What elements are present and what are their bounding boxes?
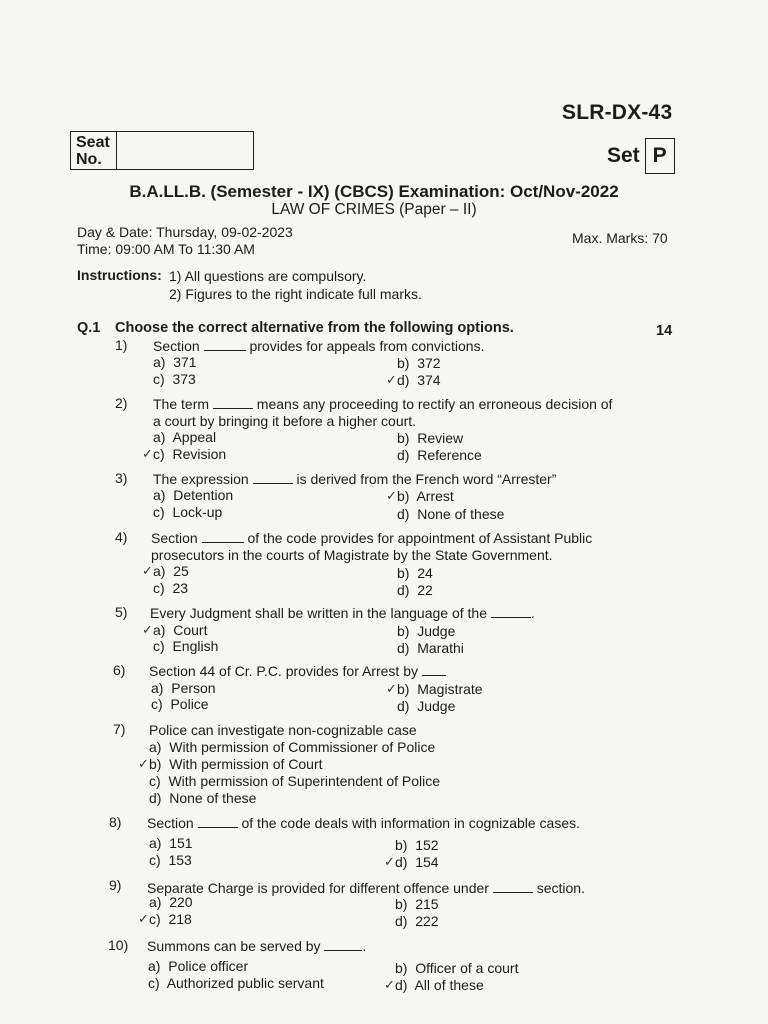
question-number: Q.1 — [77, 320, 101, 336]
option-d: d) None of these — [397, 506, 505, 522]
option-d: d) Marathi — [397, 640, 464, 656]
tick-mark-icon: ✓ — [386, 372, 397, 387]
option-d: d) None of these — [149, 790, 257, 806]
exam-time: Time: 09:00 AM To 11:30 AM — [77, 241, 255, 257]
question-text — [147, 815, 580, 831]
text-part: . — [362, 938, 367, 954]
question-text — [149, 663, 446, 679]
option-b: b) Review — [397, 430, 464, 446]
option-c: c) Revision — [153, 446, 227, 462]
question-text — [151, 530, 592, 546]
item-number: 10) — [108, 937, 129, 953]
option-a: a) 220 — [149, 894, 193, 910]
text-part: Section — [153, 338, 200, 354]
option-b: b) 372 — [397, 355, 441, 371]
answer-blank — [493, 892, 533, 893]
seat-label-line-1: Seat — [76, 134, 110, 151]
option-d: d) All of these — [395, 977, 484, 993]
option-b: b) Magistrate — [397, 681, 483, 697]
item-number: 1) — [115, 337, 128, 353]
question-text — [147, 880, 585, 896]
text-part: Section — [151, 530, 198, 546]
answer-blank — [202, 542, 244, 543]
option-d: d) Judge — [397, 698, 456, 714]
set-label: Set — [607, 144, 640, 167]
seat-number-field — [117, 132, 253, 169]
text-part: provides for appeals from convictions. — [249, 338, 485, 354]
option-c: c) 23 — [153, 580, 189, 596]
question-marks: 14 — [656, 323, 673, 339]
option-d: d) 22 — [397, 582, 433, 598]
option-b: b) Judge — [397, 623, 456, 639]
option-c: c) 153 — [149, 852, 192, 868]
text-part: Section — [147, 815, 194, 831]
option-a: a) Police officer — [148, 958, 249, 974]
question-text-continued: a court by bringing it before a higher court. — [153, 413, 417, 429]
day-date: Day & Date: Thursday, 09-02-2023 — [77, 224, 293, 240]
tick-mark-icon: ✓ — [142, 622, 153, 637]
answer-blank — [422, 675, 446, 676]
option-b: b) Arrest — [397, 488, 454, 504]
text-part: section. — [536, 880, 585, 896]
tick-mark-icon: ✓ — [142, 446, 153, 461]
option-c: c) English — [153, 638, 219, 654]
option-c: c) Lock-up — [153, 504, 223, 520]
instructions-label: Instructions: — [77, 267, 162, 283]
question-text-continued: prosecutors in the courts of Magistrate by the State Government. — [151, 547, 553, 563]
option-c: c) 373 — [153, 371, 196, 387]
tick-mark-icon: ✓ — [386, 488, 397, 503]
instruction-item: 2) Figures to the right indicate full marks. — [169, 286, 422, 302]
option-c: c) Police — [151, 696, 209, 712]
paper-code: SLR-DX-43 — [562, 101, 673, 124]
option-d: d) 154 — [395, 854, 439, 870]
question-text — [153, 338, 484, 354]
answer-blank — [324, 950, 362, 951]
item-number: 9) — [109, 877, 122, 893]
option-b: b) Officer of a court — [395, 960, 519, 976]
option-c: c) With permission of Superintendent of Police — [149, 773, 441, 789]
text-part: The expression — [153, 471, 249, 487]
tick-mark-icon: ✓ — [384, 854, 395, 869]
option-a: a) With permission of Commissioner of Police — [149, 739, 436, 755]
option-a: a) Detention — [153, 487, 234, 503]
tick-mark-icon: ✓ — [138, 756, 149, 771]
answer-blank — [198, 827, 238, 828]
item-number: 5) — [115, 604, 128, 620]
answer-blank — [491, 617, 531, 618]
option-b: b) 152 — [395, 837, 439, 853]
option-b: b) 215 — [395, 896, 439, 912]
option-b: b) 24 — [397, 565, 433, 581]
item-number: 4) — [115, 529, 128, 545]
text-part: Every Judgment shall be written in the language of the — [150, 605, 487, 621]
option-a: a) Person — [151, 680, 216, 696]
text-part: The term — [153, 396, 210, 412]
instruction-item: 1) All questions are compulsory. — [169, 268, 367, 284]
question-text — [153, 396, 612, 412]
option-a: a) 25 — [153, 563, 189, 579]
text-part: of the code provides for appointment of Assistant Public — [247, 530, 593, 546]
option-a: a) Court — [153, 622, 208, 638]
text-part: . — [530, 605, 535, 621]
item-number: 7) — [113, 721, 126, 737]
question-heading: Choose the correct alternative from the following options. — [115, 320, 514, 336]
seat-number-box — [70, 131, 254, 170]
question-text: Police can investigate non-cognizable case — [149, 722, 417, 738]
exam-title: B.A.LL.B. (Semester - IX) (CBCS) Examination: Oct/Nov-2022 — [129, 182, 619, 201]
option-d: d) 222 — [395, 913, 439, 929]
question-text — [150, 605, 535, 621]
set-value: P — [645, 138, 675, 174]
text-part: is derived from the French word “Arrester” — [296, 471, 557, 487]
option-b: b) With permission of Court — [149, 756, 323, 772]
answer-blank — [253, 483, 293, 484]
question-text — [153, 471, 556, 487]
seat-number-label — [71, 132, 117, 169]
tick-mark-icon: ✓ — [384, 977, 395, 992]
option-a: a) Appeal — [153, 429, 217, 445]
option-d: d) 374 — [397, 372, 441, 388]
option-c: c) 218 — [149, 911, 192, 927]
item-number: 6) — [113, 662, 126, 678]
answer-blank — [213, 408, 253, 409]
option-a: a) 371 — [153, 354, 197, 370]
text-part: means any proceeding to rectify an erroneous decision of — [256, 396, 613, 412]
option-c: c) Authorized public servant — [148, 975, 324, 991]
item-number: 3) — [115, 470, 128, 486]
text-part: Section 44 of Cr. P.C. provides for Arrest by — [149, 663, 418, 679]
answer-blank — [204, 350, 246, 351]
seat-label-line-2: No. — [76, 151, 102, 168]
max-marks: Max. Marks: 70 — [572, 230, 668, 246]
question-text — [147, 938, 366, 954]
paper-title: LAW OF CRIMES (Paper – II) — [271, 201, 477, 218]
option-d: d) Reference — [397, 447, 482, 463]
tick-mark-icon: ✓ — [138, 911, 149, 926]
tick-mark-icon: ✓ — [142, 563, 153, 578]
text-part: Summons can be served by — [147, 938, 321, 954]
tick-mark-icon: ✓ — [386, 681, 397, 696]
text-part: Separate Charge is provided for different offence under — [147, 880, 489, 896]
item-number: 8) — [109, 814, 122, 830]
item-number: 2) — [115, 395, 128, 411]
option-a: a) 151 — [149, 835, 193, 851]
set-indicator — [607, 138, 675, 174]
text-part: of the code deals with information in cognizable cases. — [241, 815, 581, 831]
